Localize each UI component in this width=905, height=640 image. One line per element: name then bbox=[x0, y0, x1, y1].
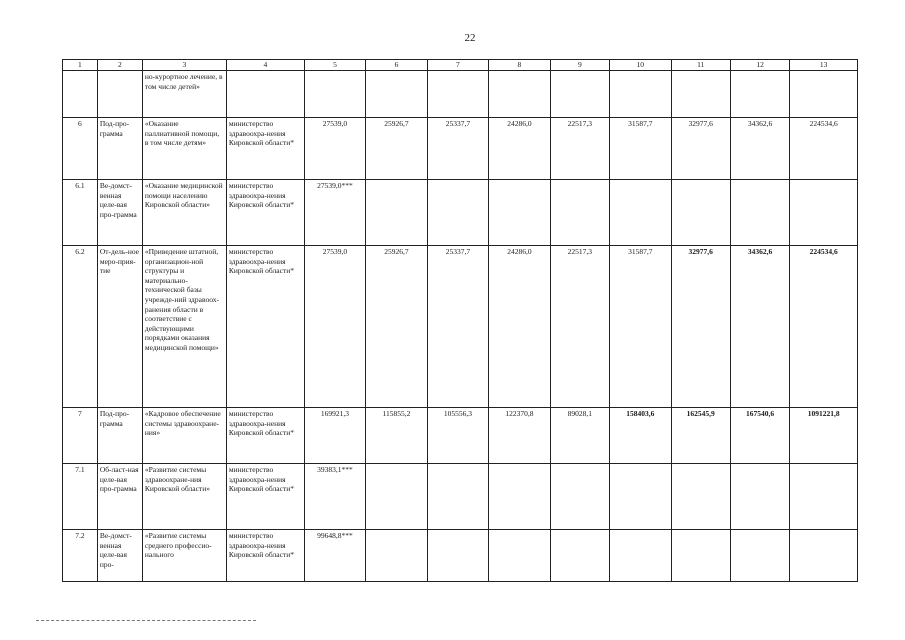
column-number: 5 bbox=[304, 60, 365, 71]
row-responsible: министерство здравоохра-нения Кировской области* bbox=[226, 180, 304, 246]
column-number: 4 bbox=[226, 60, 304, 71]
row-name: «Кадровое обеспечение системы здравоохране-ния» bbox=[142, 408, 226, 464]
row-kind: Об-ласт-ная целе-вая про-грамма bbox=[97, 464, 142, 530]
column-number: 11 bbox=[671, 60, 730, 71]
column-number: 13 bbox=[790, 60, 858, 71]
row-name: «Развитие системы здравоохране-ния Кировской области» bbox=[142, 464, 226, 530]
row-value: 27539,0 bbox=[304, 246, 365, 408]
row-responsible: министерство здравоохра-нения Кировской области* bbox=[226, 118, 304, 180]
row-value bbox=[489, 71, 550, 118]
row-value: 32977,6 bbox=[671, 246, 730, 408]
row-value: 39383,1*** bbox=[304, 464, 365, 530]
row-responsible bbox=[226, 71, 304, 118]
column-number: 10 bbox=[610, 60, 671, 71]
row-value bbox=[671, 180, 730, 246]
row-value bbox=[366, 180, 427, 246]
row-value bbox=[427, 530, 488, 582]
column-number: 3 bbox=[142, 60, 226, 71]
row-kind: Под-про-грамма bbox=[97, 408, 142, 464]
row-value bbox=[366, 464, 427, 530]
row-value: 89028,1 bbox=[550, 408, 609, 464]
row-value bbox=[366, 71, 427, 118]
column-number: 12 bbox=[730, 60, 789, 71]
table-row bbox=[63, 71, 858, 118]
row-kind: Под-про-грамма bbox=[97, 118, 142, 180]
row-value: 224534,6 bbox=[790, 246, 858, 408]
row-value bbox=[610, 464, 671, 530]
row-value bbox=[730, 464, 789, 530]
row-name: «Развитие системы среднего профессио-нального bbox=[142, 530, 226, 582]
row-id: 7.1 bbox=[63, 464, 98, 530]
row-value bbox=[489, 464, 550, 530]
row-responsible: министерство здравоохра-нения Кировской области* bbox=[226, 530, 304, 582]
row-value bbox=[550, 464, 609, 530]
row-id: 6 bbox=[63, 118, 98, 180]
table-row bbox=[63, 180, 858, 246]
row-value: 32977,6 bbox=[671, 118, 730, 180]
row-value bbox=[790, 530, 858, 582]
column-number: 8 bbox=[489, 60, 550, 71]
row-kind: От-дель-ное меро-прия-тие bbox=[97, 246, 142, 408]
row-value: 27539,0*** bbox=[304, 180, 365, 246]
row-responsible: министерство здравоохра-нения Кировской области* bbox=[226, 408, 304, 464]
row-value: 24286,0 bbox=[489, 246, 550, 408]
row-value bbox=[671, 530, 730, 582]
row-value bbox=[550, 530, 609, 582]
row-value: 169921,3 bbox=[304, 408, 365, 464]
column-number-row bbox=[63, 60, 858, 71]
budget-table bbox=[62, 59, 858, 582]
row-value: 105556,3 bbox=[427, 408, 488, 464]
row-value: 25337,7 bbox=[427, 118, 488, 180]
row-value: 25926,7 bbox=[366, 246, 427, 408]
row-kind: Ве-домст-венная целе-вая про- bbox=[97, 530, 142, 582]
row-value: 167540,6 bbox=[730, 408, 789, 464]
row-value: 25337,7 bbox=[427, 246, 488, 408]
table-row bbox=[63, 408, 858, 464]
row-id bbox=[63, 71, 98, 118]
row-value bbox=[790, 71, 858, 118]
row-value bbox=[730, 180, 789, 246]
row-kind bbox=[97, 71, 142, 118]
table-row bbox=[63, 246, 858, 408]
row-value: 31587,7 bbox=[610, 118, 671, 180]
row-value bbox=[366, 530, 427, 582]
row-value: 22517,3 bbox=[550, 118, 609, 180]
row-value bbox=[427, 180, 488, 246]
row-value bbox=[671, 464, 730, 530]
row-id: 6.2 bbox=[63, 246, 98, 408]
row-value bbox=[489, 530, 550, 582]
row-value: 1091221,8 bbox=[790, 408, 858, 464]
row-name: «Оказание паллиативной помощи, в том числе детям» bbox=[142, 118, 226, 180]
row-value: 34362,6 bbox=[730, 118, 789, 180]
column-number: 7 bbox=[427, 60, 488, 71]
row-value bbox=[610, 180, 671, 246]
row-id: 7.2 bbox=[63, 530, 98, 582]
column-number: 6 bbox=[366, 60, 427, 71]
row-value: 99648,8*** bbox=[304, 530, 365, 582]
row-value bbox=[671, 71, 730, 118]
row-responsible: министерство здравоохра-нения Кировской области* bbox=[226, 246, 304, 408]
table-row bbox=[63, 118, 858, 180]
column-number: 2 bbox=[97, 60, 142, 71]
row-value bbox=[730, 530, 789, 582]
column-number: 1 bbox=[63, 60, 98, 71]
row-value bbox=[489, 180, 550, 246]
row-value: 24286,0 bbox=[489, 118, 550, 180]
table-row bbox=[63, 530, 858, 582]
row-id: 7 bbox=[63, 408, 98, 464]
column-number: 9 bbox=[550, 60, 609, 71]
row-value: 158403,6 bbox=[610, 408, 671, 464]
row-value bbox=[610, 530, 671, 582]
row-kind: Ве-домст-венная целе-вая про-грамма bbox=[97, 180, 142, 246]
row-value bbox=[550, 71, 609, 118]
row-value bbox=[790, 464, 858, 530]
row-value: 34362,6 bbox=[730, 246, 789, 408]
row-value bbox=[550, 180, 609, 246]
row-value bbox=[427, 464, 488, 530]
row-id: 6.1 bbox=[63, 180, 98, 246]
row-value bbox=[304, 71, 365, 118]
row-value: 122370,8 bbox=[489, 408, 550, 464]
row-value bbox=[730, 71, 789, 118]
row-value: 115855,2 bbox=[366, 408, 427, 464]
page-number: 22 bbox=[464, 32, 476, 44]
row-value: 224534,6 bbox=[790, 118, 858, 180]
row-value bbox=[610, 71, 671, 118]
row-value bbox=[427, 71, 488, 118]
row-value: 162545,9 bbox=[671, 408, 730, 464]
table-row bbox=[63, 464, 858, 530]
footer-divider bbox=[36, 620, 256, 621]
row-value: 27539,0 bbox=[304, 118, 365, 180]
row-value bbox=[790, 180, 858, 246]
row-name: «Приведение штатной, организацион-ной структуры и материально-технической базы учрежде-ний здравоох-ранения области в соответствие с действующими порядками оказания медицинской помощи» bbox=[142, 246, 226, 408]
row-name: «Оказание медицинской помощи населению Кировской области» bbox=[142, 180, 226, 246]
row-value: 31587,7 bbox=[610, 246, 671, 408]
row-value: 22517,3 bbox=[550, 246, 609, 408]
row-value: 25926,7 bbox=[366, 118, 427, 180]
row-name: но-курортное лечение, в том числе детей» bbox=[142, 71, 226, 118]
row-responsible: министерство здравоохра-нения Кировской области* bbox=[226, 464, 304, 530]
